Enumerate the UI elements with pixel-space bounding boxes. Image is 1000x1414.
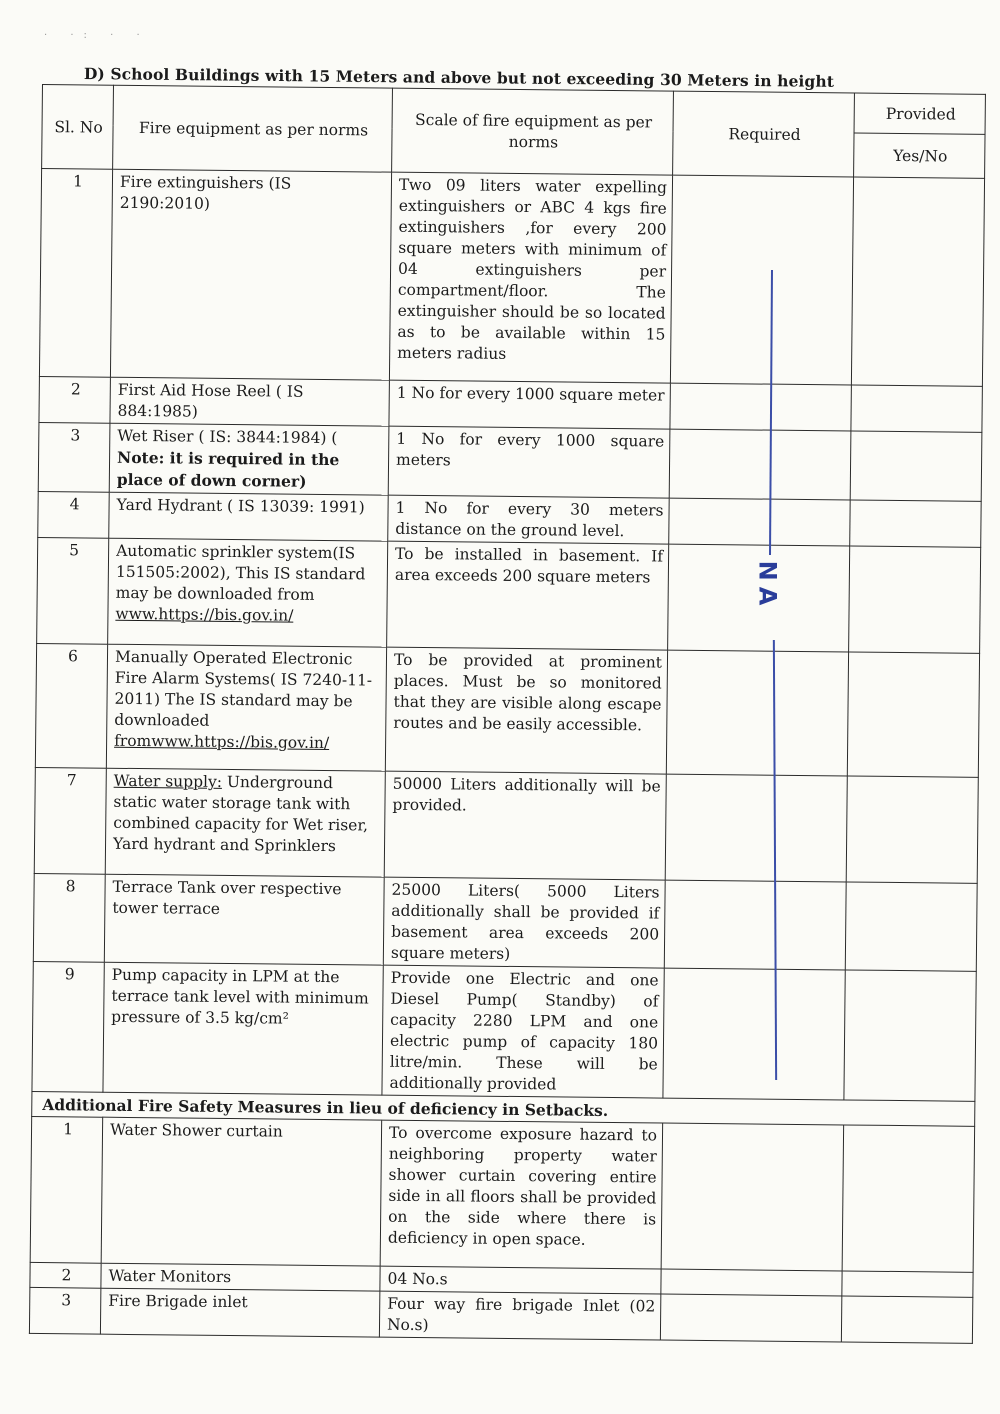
row-sl: 2 [39, 376, 110, 423]
scan-specks: · ·: · · [44, 30, 150, 41]
row-provided [841, 1296, 972, 1343]
row-scale: To be provided at prominent places. Must be so monitored that they are visible along escape routes and be easily accessible. [385, 647, 667, 774]
row-sl: 2 [30, 1262, 101, 1288]
row-scale: 1 No for every 1000 square meter [389, 380, 670, 429]
header-provided: Provided [854, 93, 985, 134]
section-title: Additional Fire Safety Measures in lieu of deficiency in Setbacks. [32, 1091, 975, 1126]
row-equipment-lead: Water supply: [113, 771, 223, 791]
header-required: Required [673, 91, 855, 177]
table-row [39, 169, 984, 387]
row-equipment: Automatic sprinkler system(IS 151505:2002), This IS standard may be downloaded from [115, 541, 366, 604]
row-required [663, 968, 845, 1100]
row-scale: 1 No for every 30 meters distance on the ground level. [388, 495, 669, 544]
row-equipment: Pump capacity in LPM at the terrace tank level with minimum pressure of 3.5 kg/cm² [103, 962, 383, 1095]
row-provided [842, 1271, 973, 1297]
fire-equipment-table [29, 84, 986, 1344]
row-provided [844, 970, 976, 1101]
row-sl: 1 [39, 169, 112, 378]
row-provided [846, 776, 978, 883]
row-required [670, 383, 851, 431]
table-row [35, 643, 979, 777]
header-equipment: Fire equipment as per norms [113, 85, 393, 172]
row-equipment: Water Shower curtain [101, 1117, 382, 1266]
row-required [669, 429, 851, 500]
row-equipment: Fire extinguishers (IS 2190:2010) [110, 169, 391, 380]
row-required [661, 1269, 842, 1296]
row-scale: 25000 Liters( 5000 Liters additionally shall be provided if basement area exceeds 200 square meters) [383, 877, 665, 968]
row-equipment-cell [106, 644, 386, 771]
row-sl: 8 [33, 873, 105, 962]
row-sl: 4 [38, 491, 109, 538]
row-equipment-cell [105, 768, 385, 877]
row-equipment-cell [109, 423, 389, 495]
row-scale: Provide one Electric and one Diesel Pump( Standby) of capacity 2280 LPM and one electric pump of capacity 180 litre/min. These will be additionally provided [382, 965, 664, 1098]
header-sl-no: Sl. No [42, 85, 114, 170]
row-sl: 3 [38, 422, 110, 492]
table-row [30, 1116, 974, 1272]
row-equipment: First Aid Hose Reel ( IS 884:1985) [110, 377, 389, 426]
row-sl: 3 [29, 1287, 100, 1334]
row-required [666, 650, 848, 776]
row-equipment-note: Note: it is required in the place of down corner) [116, 447, 340, 491]
row-equipment-cell [108, 538, 388, 647]
row-equipment: Underground static water storage tank with combined capacity for Wet riser, Yard hydrant and Sprinklers [112, 772, 369, 856]
header-scale: Scale of fire equipment as per norms [392, 88, 674, 175]
row-provided [847, 652, 979, 777]
row-required [660, 1294, 841, 1342]
row-required [664, 880, 846, 970]
table-row [32, 961, 976, 1101]
row-provided [845, 882, 977, 971]
row-scale: Four way fire brigade Inlet (02 No.s) [379, 1291, 660, 1340]
row-equipment: Manually Operated Electronic Fire Alarm Systems( IS 7240-11-2011) The IS standard may be downloaded [114, 647, 373, 730]
table-row [38, 422, 982, 501]
row-required [670, 175, 853, 385]
row-scale: To be installed in basement. If area exceeds 200 square meters [387, 541, 669, 650]
row-required [661, 1123, 844, 1271]
row-sl: 9 [32, 961, 104, 1092]
row-equipment: Terrace Tank over respective tower terrace [104, 874, 384, 965]
row-provided [849, 546, 981, 653]
row-scale: To overcome exposure hazard to neighboring property water shower curtain covering entire side in all floors shall be provided on the side where there is deficiency in open space. [380, 1120, 663, 1269]
table-row [37, 537, 981, 653]
row-scale: 50000 Liters additionally will be provided. [384, 771, 666, 880]
row-scale: Two 09 liters water expelling extinguishers or ABC 4 kgs fire extinguishers ,for every 200 square meters with minimum of 04 extinguishers per compartment/floor. The extinguisher should be so located as to be available within 15 meters radius [389, 172, 672, 383]
row-equipment-link: fromwww.https://bis.gov.in/ [114, 731, 330, 753]
row-sl: 5 [37, 537, 109, 644]
row-sl: 7 [34, 767, 106, 874]
row-sl: 1 [30, 1116, 103, 1263]
row-equipment-link: www.https://bis.gov.in/ [115, 604, 294, 625]
header-provided-yes-no: Yes/No [854, 133, 985, 178]
row-provided [850, 500, 981, 547]
row-required [669, 498, 850, 546]
row-provided [851, 177, 984, 386]
table-row [29, 1287, 972, 1343]
row-equipment: Water Monitors [101, 1263, 380, 1291]
row-provided [850, 431, 982, 501]
page-title: D) School Buildings with 15 Meters and above but not exceeding 30 Meters in height [83, 64, 835, 91]
row-scale: 04 No.s [380, 1266, 661, 1294]
table-row [33, 873, 977, 971]
table-row [34, 767, 978, 883]
row-scale: 1 No for every 1000 square meters [388, 426, 670, 498]
row-required [665, 774, 847, 882]
row-provided [851, 385, 982, 432]
fire-equipment-table-wrapper [29, 84, 968, 1344]
row-equipment: Fire Brigade inlet [100, 1288, 379, 1337]
handwritten-na-mark: NA [753, 560, 782, 612]
row-equipment: Yard Hydrant ( IS 13039: 1991) [109, 492, 388, 541]
row-sl: 6 [35, 643, 107, 768]
row-provided [842, 1125, 975, 1272]
row-equipment: Wet Riser ( IS: 3844:1984) ( [117, 426, 338, 448]
